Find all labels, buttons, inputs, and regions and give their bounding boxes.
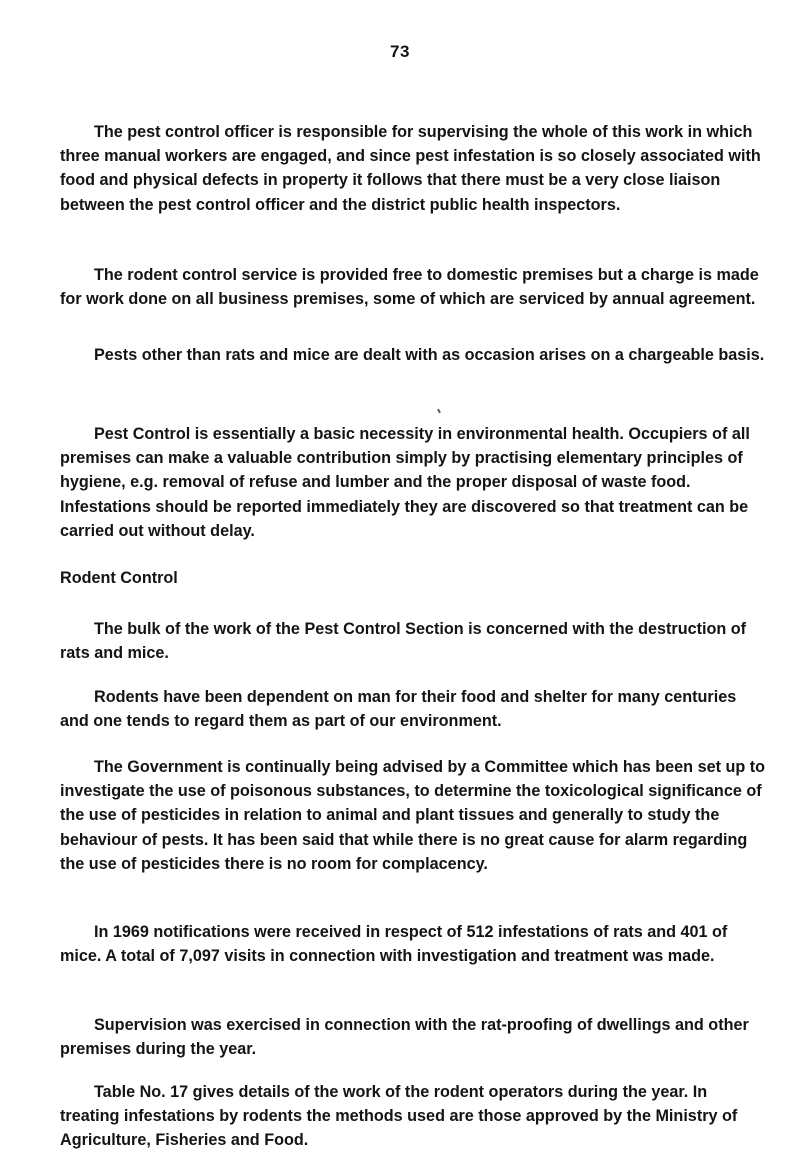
paragraph-other-pests: Pests other than rats and mice are dealt with as occasion arises on a chargeable basis. xyxy=(94,346,765,364)
paragraph-government-committee: The Government is continually being advised by a Committee which has been set up to investigate the use of poisonous substances, to determine the toxicological significance of the use of pesticides in relation to animal and plant tissues and generally to study the behaviour of pests. It has been said that while there is no great cause for alarm regarding the use of pesticides there is no room for complacency. xyxy=(60,758,766,873)
paragraph-rodents-dependent: Rodents have been dependent on man for their food and shelter for many centuries and one tends to regard them as part of our environment. xyxy=(60,688,737,731)
paragraph-table-17: Table No. 17 gives details of the work of the rodent operators during the year. In treating infestations by rodents the methods used are those approved by the Ministry of Agriculture, Fisheries and Food. xyxy=(60,1083,738,1150)
paragraph-basic-necessity: Pest Control is essentially a basic necessity in environmental health. Occupiers of all premises can make a valuable contribution simply by practising elementary principles of hygiene, e.g. removal of refuse and lumber and the proper disposal of waste food. Infestations should be reported immediately they are discovered so that treatment can be carried out without delay. xyxy=(60,425,750,540)
paragraph-rodent-control-service: The rodent control service is provided free to domestic premises but a charge is made for work done on all business premises, some of which are serviced by annual agreement. xyxy=(60,266,759,309)
page-number: 73 xyxy=(390,42,410,61)
section-heading-rodent-control: Rodent Control xyxy=(60,569,178,587)
paragraph-notifications-1969: In 1969 notifications were received in respect of 512 infestations of rats and 401 of mice. A total of 7,097 visits in connection with investigation and treatment was made. xyxy=(60,923,728,966)
paragraph-pest-control-officer: The pest control officer is responsible for supervising the whole of this work in which three manual workers are engaged, and since pest infestation is so closely associated with food and physical defects in property it follows that there must be a very close liaison between the pest control officer and the district public health inspectors. xyxy=(60,123,761,214)
paragraph-bulk-of-work: The bulk of the work of the Pest Control Section is concerned with the destruction of rats and mice. xyxy=(60,620,747,663)
scan-speck xyxy=(437,409,441,413)
paragraph-supervision-rat-proofing: Supervision was exercised in connection with the rat-proofing of dwellings and other premises during the year. xyxy=(60,1016,749,1059)
